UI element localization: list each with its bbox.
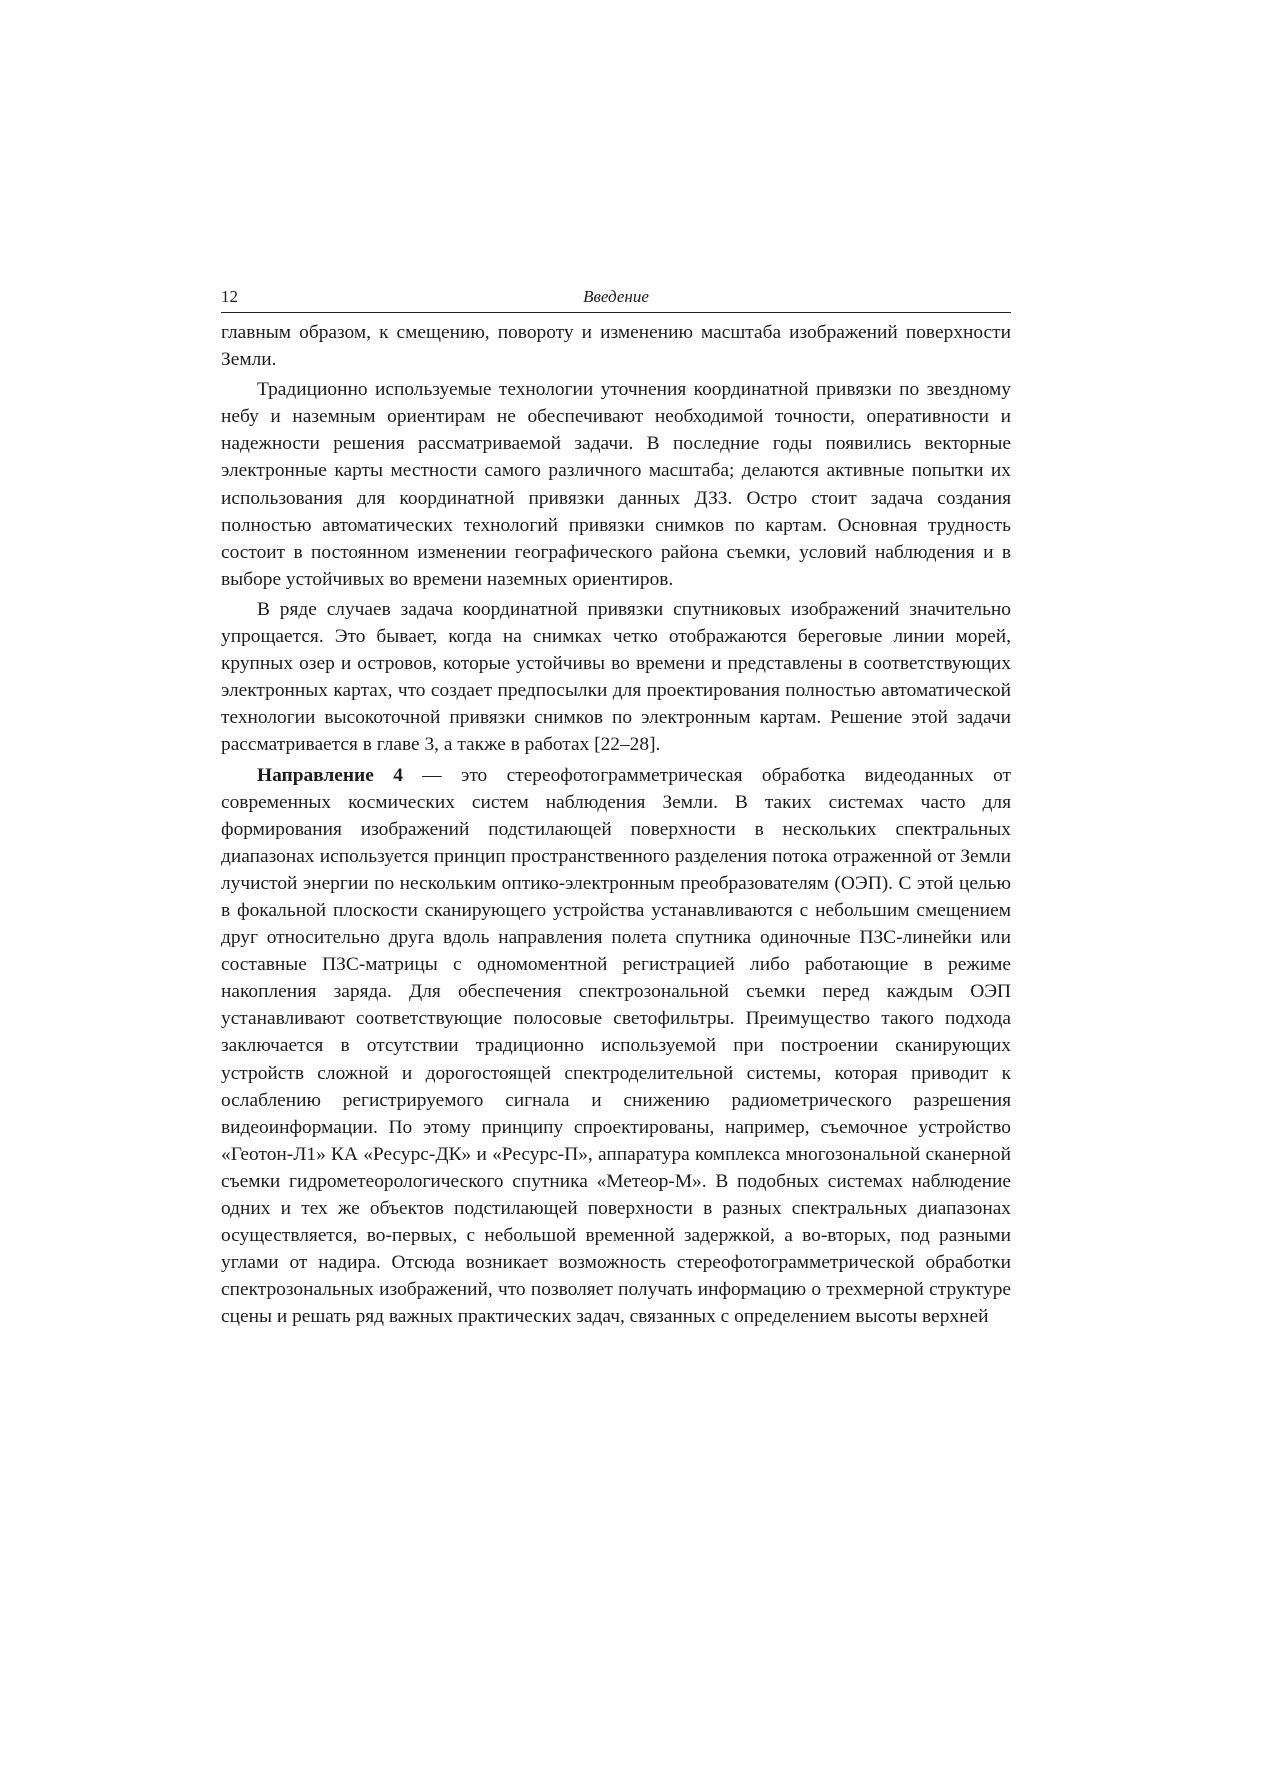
running-title: Введение — [583, 287, 649, 306]
paragraph-direction-4 — [221, 762, 1011, 1331]
direction-4-text: — это стереофотограмметрическая обработка видеоданных от современных космических систем наблюдения Земли. В таких системах часто для формирования изображений подстилающей поверхности в нескольких спектральных диапазонах используется принцип пространственного разделения потока отраженной от Земли лучистой энергии по нескольким оптико-электронным преобразователям (ОЭП). С этой целью в фокальной плоскости сканирующего устройства устанавливаются с небольшим смещением друг относительно друга вдоль направления полета спутника одиночные ПЗС-линейки или составные ПЗС-матрицы с одномоментной регистрацией либо работающие в режиме накопления заряда. Для обеспечения спектрозональной съемки перед каждым ОЭП устанавливают соответствующие полосовые светофильтры. Преимущество такого подхода заключается в отсутствии традиционно используемой при построении сканирующих устройств сложной и дорогостоящей спектроделительной системы, которая приводит к ослаблению регистрируемого сигнала и снижению радиометрического разрешения видеоинформации. По этому принципу спроектированы, например, съемочное устройство «Геотон-Л1» КА «Ресурс-ДК» и «Ресурс-П», аппаратура комплекса многозональной сканерной съемки гидрометеорологического спутника «Метеор-М». В подобных системах наблюдение одних и тех же объектов подстилающей поверхности в разных спектральных диапазонах осуществляется, во-первых, с небольшой временной задержкой, а во-вторых, под разными углами от надира. Отсюда возникает возможность стереофотограмметрической обработки спектрозональных изображений, что позволяет получать информацию о трехмерной структуре сцены и решать ряд важных практических задач, связанных с определением высоты верхней — [221, 764, 1011, 1328]
direction-4-term: Направление 4 — [257, 764, 403, 786]
body-text — [221, 319, 1011, 1330]
page-number: 12 — [221, 287, 238, 306]
paragraph-continuation: главным образом, к смещению, повороту и изменению масштаба изображений поверхности Земли. — [221, 322, 1011, 371]
book-page — [221, 284, 1011, 1330]
paragraph-coordinate-referencing: Традиционно используемые технологии уточнения координатной привязки по звездному небу и наземным ориентирам не обеспечивают необходимой точности, оперативности и надежности решения рассматриваемой задачи. В последние годы появились векторные электронные карты местности самого различного масштаба; делаются активные попытки их использования для координатной привязки данных ДЗЗ. Остро стоит задача создания полностью автоматических технологий привязки снимков по картам. Основная трудность состоит в постоянном изменении географического района съемки, условий наблюдения и в выборе устойчивых во времени наземных ориентиров. — [221, 379, 1011, 590]
paragraph-coastlines: В ряде случаев задача координатной привязки спутниковых изображений значительно упрощается. Это бывает, когда на снимках четко отображаются береговые линии морей, крупных озер и островов, которые устойчивы во времени и представлены в соответствующих электронных картах, что создает предпосылки для проектирования полностью автоматической технологии высокоточной привязки снимков по электронным картам. Решение этой задачи рассматривается в главе 3, а также в работах [22–28]. — [221, 598, 1011, 756]
running-head — [221, 284, 1011, 313]
